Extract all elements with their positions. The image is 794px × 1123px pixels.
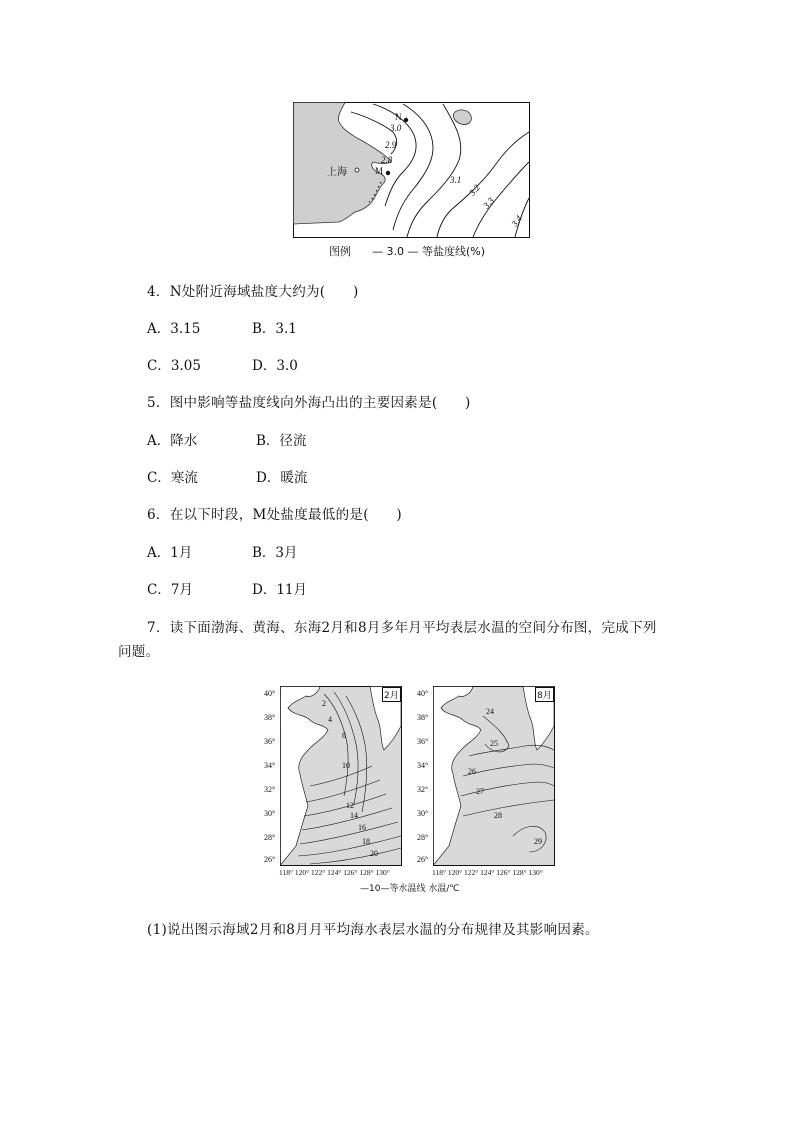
contour-label-2-8: 2.8 <box>381 155 393 165</box>
feb-lat-38: 38° <box>264 713 276 722</box>
question-6-option-c: C．7月 <box>147 582 193 598</box>
question-5-option-c: C．寒流 <box>147 470 198 486</box>
point-n-label: N <box>395 112 402 122</box>
feb-isotherm-14: 14 <box>350 811 358 820</box>
feb-isotherm-2: 2 <box>322 699 326 708</box>
aug-panel-title: 8月 <box>535 687 554 702</box>
feb-lat-40: 40° <box>264 689 276 698</box>
feb-isotherm-4: 4 <box>328 715 332 724</box>
question-7-line-2: 问题。 <box>118 644 160 660</box>
feb-isotherm-20: 20 <box>370 849 378 858</box>
question-4-option-c: C．3.05 <box>147 358 201 374</box>
salinity-map-figure <box>293 102 530 238</box>
feb-isotherm-10: 10 <box>342 761 350 770</box>
question-6-stem: 6．在以下时段，M处盐度最低的是( ) <box>147 507 402 523</box>
aug-lat-26: 26° <box>417 855 429 864</box>
point-m-label: M <box>375 166 384 176</box>
aug-isotherm-26: 26 <box>468 767 476 776</box>
shanghai-label: 上海 <box>327 167 347 178</box>
legend-prefix: 图例 <box>329 245 351 258</box>
point-n-marker <box>404 118 408 122</box>
question-7-line-1: 7．读下面渤海、黄海、东海2月和8月多年月平均表层水温的空间分布图，完成下列 <box>147 620 657 636</box>
contour-label-2-9: 2.9 <box>385 140 397 150</box>
question-6-option-a: A．1月 <box>147 545 193 561</box>
feb-lon-ticks: 118° 120° 122° 124° 126° 128° 130° <box>279 868 390 877</box>
question-5-option-d: D．暖流 <box>256 470 308 486</box>
contour-label-3-3: 3.3 <box>481 195 497 211</box>
feb-temp-map <box>280 686 402 866</box>
feb-lat-34: 34° <box>264 761 276 770</box>
aug-isotherm-27: 27 <box>476 787 484 796</box>
feb-lat-30: 30° <box>264 809 276 818</box>
question-4-option-a: A．3.15 <box>147 321 201 337</box>
feb-isotherm-12: 12 <box>346 801 354 810</box>
aug-isotherm-25: 25 <box>490 739 498 748</box>
feb-isotherm-18: 18 <box>362 837 370 846</box>
legend-value: 3.0 <box>386 245 404 258</box>
feb-lat-36: 36° <box>264 737 276 746</box>
aug-lat-28: 28° <box>417 833 429 842</box>
temp-legend: —10—等水温线 水温/℃ <box>360 884 460 894</box>
contour-label-3-1: 3.1 <box>450 175 462 185</box>
question-6-option-d: D．11月 <box>252 582 308 598</box>
salinity-legend <box>329 243 485 259</box>
question-4-option-b: B．3.1 <box>252 321 297 337</box>
shanghai-marker <box>355 168 359 172</box>
feb-lat-26: 26° <box>264 855 276 864</box>
feb-lat-32: 32° <box>264 785 276 794</box>
question-4-option-d: D．3.0 <box>252 358 298 374</box>
aug-isotherm-24: 24 <box>486 707 494 716</box>
feb-isotherm-8: 8 <box>342 731 346 740</box>
aug-lat-38: 38° <box>417 713 429 722</box>
aug-lat-36: 36° <box>417 737 429 746</box>
contour-label-3-4: 3.4 <box>509 213 524 229</box>
aug-lat-34: 34° <box>417 761 429 770</box>
aug-lon-ticks: 118° 120° 122° 124° 126° 128° 130° <box>432 868 543 877</box>
feb-panel-title: 2月 <box>382 687 401 702</box>
contour-label-3-2: 3.2 <box>467 182 483 198</box>
aug-lat-32: 32° <box>417 785 429 794</box>
question-5-option-b: B．径流 <box>256 433 307 449</box>
question-6-option-b: B．3月 <box>252 545 298 561</box>
aug-isotherm-28: 28 <box>494 811 502 820</box>
aug-lat-40: 40° <box>417 689 429 698</box>
question-7-sub-1: (1)说出图示海域2月和8月月平均海水表层水温的分布规律及其影响因素。 <box>147 922 599 938</box>
question-5-option-a: A．降水 <box>147 433 198 449</box>
point-m-marker <box>386 171 390 175</box>
water-temp-figure <box>258 683 568 898</box>
legend-line-icon: — <box>372 245 383 258</box>
legend-text: 等盐度线(%) <box>422 245 486 258</box>
contour-label-3-0: 3.0 <box>390 123 402 133</box>
aug-isotherm-29: 29 <box>534 837 542 846</box>
question-5-stem: 5．图中影响等盐度线向外海凸出的主要因素是( ) <box>147 395 471 411</box>
question-4-stem: 4．N处附近海域盐度大约为( ) <box>147 284 359 300</box>
feb-isotherm-16: 16 <box>358 823 366 832</box>
feb-lat-28: 28° <box>264 833 276 842</box>
aug-lat-30: 30° <box>417 809 429 818</box>
legend-line-icon: — <box>407 245 419 258</box>
